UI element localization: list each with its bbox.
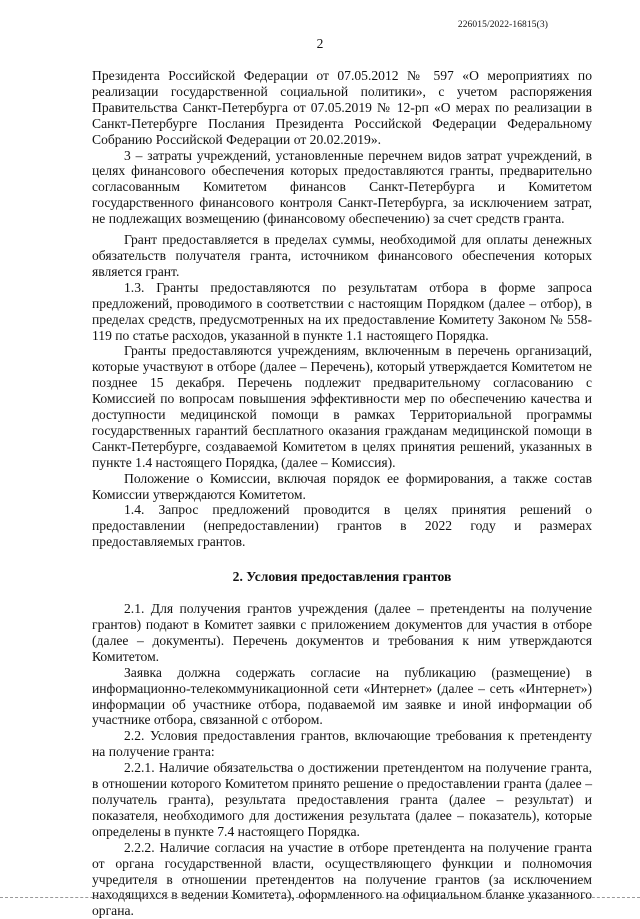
document-registration-number: 226015/2022-16815(3) bbox=[457, 20, 548, 30]
paragraph: Президента Российской Федерации от 07.05.2012 № 597 «О мероприятиях по реализации государственной социальной политики», с учетом распоряжения Правительства Санкт-Петербурга от 07.05.2019 № 12-рп «О мерах по реализации в Санкт-Петербурге Послания Президента Российской Федерации Федеральному Собранию Российской Федерации от 20.02.2019». bbox=[92, 68, 592, 147]
paragraph: Гранты предоставляются учреждениям, включенным в перечень организаций, которые участвуют в отборе (далее – Перечень), который утверждается Комитетом не позднее 15 декабря. Перечень подлежит предварительному согласованию с Комиссией по вопросам повышения эффективности мер по обеспечению качества и доступности медицинской помощи в рамках Территориальной программы государственных гарантий бесплатного оказания гражданам медицинской помощи в Санкт-Петербурге, создаваемой Комитетом в целях принятия решений, указанных в пункте 1.4 настоящего Порядка, (далее – Комиссия). bbox=[92, 343, 592, 470]
document-body bbox=[92, 68, 592, 919]
paragraph: 3 – затраты учреждений, установленные перечнем видов затрат учреждений, в целях финансового обеспечения которых предоставляются гранты, предварительно согласованным Комитетом финансов Санкт-Петербурга и Комитетом государственного финансового контроля Санкт-Петербурга, за исключением затрат, не подлежащих возмещению (финансовому обеспечению) за счет средств гранта. bbox=[92, 147, 592, 227]
paragraph: Заявка должна содержать согласие на публикацию (размещение) в информационно-телекоммуникационной сети «Интернет» (далее – сеть «Интернет») информации об участнике отбора, подаваемой им заявке и иной информации об участнике отбора, связанной с отбором. bbox=[92, 664, 592, 728]
paragraph: Грант предоставляется в пределах суммы, необходимой для оплаты денежных обязательств получателя гранта, источником финансового обеспечения которых является грант. bbox=[92, 232, 592, 279]
paragraph: 2.1. Для получения грантов учреждения (далее – претенденты на получение грантов) подают в Комитет заявки с приложением документов для участия в отборе (далее – документы). Перечень документов и требования к ним утверждаются Комитетом. bbox=[92, 601, 592, 664]
page-number: 2 bbox=[316, 36, 324, 51]
paragraph: 1.4. Запрос предложений проводится в целях принятия решений о предоставлении (непредоставлении) грантов в 2022 году и размерах предоставляемых грантов. bbox=[92, 502, 592, 550]
section-heading: 2. Условия предоставления грантов bbox=[232, 569, 452, 585]
paragraph: 2.2. Условия предоставления грантов, включающие требования к претенденту на получение гранта: bbox=[92, 728, 592, 760]
scan-edge-line bbox=[0, 897, 640, 898]
paragraph: Положение о Комиссии, включая порядок ее формирования, а также состав Комиссии утверждаются Комитетом. bbox=[92, 470, 592, 502]
paragraph: 1.3. Гранты предоставляются по результатам отбора в форме запроса предложений, проводимого в соответствии с настоящим Порядком (далее – отбор), в пределах средств, предусмотренных на их предоставление Комитету Законом № 558-119 по статье расходов, указанной в пункте 1.1 настоящего Порядка. bbox=[92, 279, 592, 343]
paragraph: 2.2.1. Наличие обязательства о достижении претендентом на получение гранта, в отношении которого Комитетом принято решение о предоставлении гранта (далее – получатель гранта), результата предоставления гранта (далее – результат) и показателя, необходимого для достижения результата (далее – показатель), которые определены в пункте 7.4 настоящего Порядка. bbox=[92, 760, 592, 839]
paragraph: 2.2.2. Наличие согласия на участие в отборе претендента на получение гранта от органа государственной власти, осуществляющего функции и полномочия учредителя в отношении претендентов на получение грантов (за исключением находящихся в ведении Комитета), оформленного на официальном бланке указанного органа. bbox=[92, 839, 592, 919]
